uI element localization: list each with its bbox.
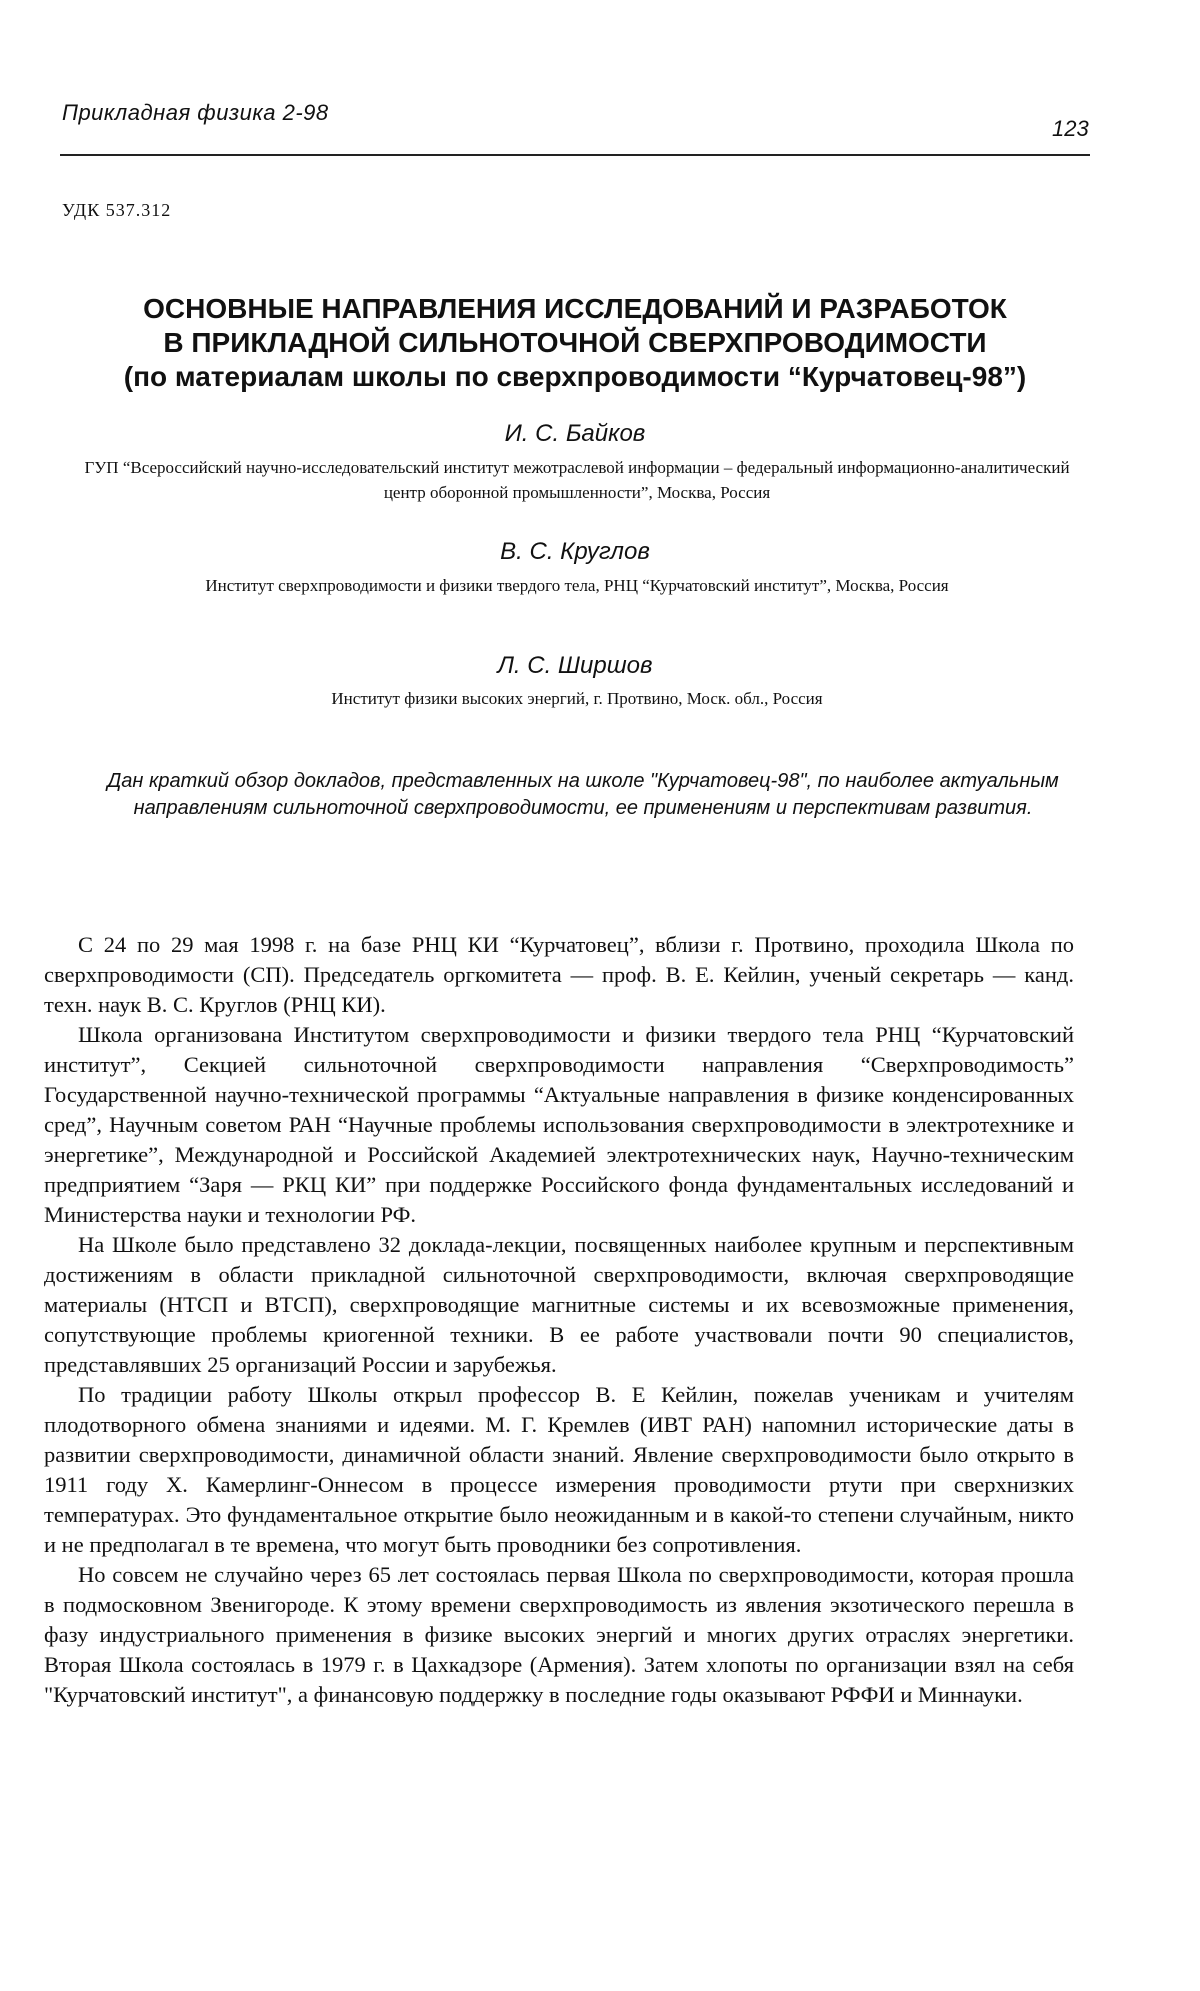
- article-title-line-3: (по материалам школы по сверхпроводимости “Курчатовец-98”): [123, 361, 1027, 392]
- header-rule: [60, 154, 1090, 156]
- running-head: Прикладная физика 2-98: [62, 100, 329, 125]
- author-name: Л. С. Ширшов: [497, 652, 653, 679]
- body-paragraph: На Школе было представлено 32 доклада-лекции, посвященных наиболее крупным и перспективным достижениям в области прикладной сильноточной сверхпроводимости, включая сверхпроводящие материалы (НТСП и ВТСП), сверхпроводящие магнитные системы и их всевозможные применения, сопутствующие проблемы криогенной техники. В ее работе участвовали почти 90 специалистов, представлявших 25 организаций России и зарубежья.: [44, 1232, 1074, 1377]
- body-paragraph: Школа организована Институтом сверхпроводимости и физики твердого тела РНЦ “Курчатовский институт”, Секцией сильноточной сверхпроводимости направления “Сверхпроводимость” Государственной научно-технической программы “Актуальные направления в физике конденсированных сред”, Научным советом РАН “Научные проблемы использования сверхпроводимости в электротехнике и энергетике”, Международной и Российской Академией электротехнических наук, Научно-техническим предприятием “Заря — РКЦ КИ” при поддержке Российского фонда фундаментальных исследований и Министерства науки и технологии РФ.: [44, 1022, 1074, 1227]
- body-paragraph: С 24 по 29 мая 1998 г. на базе РНЦ КИ “Курчатовец”, вблизи г. Протвино, проходила Школа по сверхпроводимости (СП). Председатель оргкомитета — проф. В. Е. Кейлин, ученый секретарь — канд. техн. наук В. С. Круглов (РНЦ КИ).: [44, 932, 1074, 1017]
- article-title-line-1: ОСНОВНЫЕ НАПРАВЛЕНИЯ ИССЛЕДОВАНИЙ И РАЗРАБОТОК: [143, 293, 1007, 324]
- abstract: Дан краткий обзор докладов, представленных на школе "Курчатовец-98", по наиболее актуальным направлениям сильноточной сверхпроводимости, ее применениям и перспективам развития.: [107, 770, 1059, 819]
- article-title-line-2: В ПРИКЛАДНОЙ СИЛЬНОТОЧНОЙ СВЕРХПРОВОДИМОСТИ: [163, 327, 987, 358]
- page-number: 123: [1052, 116, 1089, 141]
- body-paragraph: Но совсем не случайно через 65 лет состоялась первая Школа по сверхпроводимости, которая прошла в подмосковном Звенигороде. К этому времени сверхпроводимость из явления экзотического перешла в фазу индустриального применения в физике высоких энергий и многих других отраслях энергетики. Вторая Школа состоялась в 1979 г. в Цахкадзоре (Армения). Затем хлопоты по организации взял на себя "Курчатовский институт", а финансовую поддержку в последние годы оказывают РФФИ и Миннауки.: [44, 1562, 1074, 1707]
- author-name: И. С. Байков: [504, 420, 646, 447]
- body-paragraph: По традиции работу Школы открыл профессор В. Е Кейлин, пожелав ученикам и учителям плодотворного обмена знаниями и идеями. М. Г. Кремлев (ИВТ РАН) напомнил исторические даты в развитии сверхпроводимости, динамичной области знаний. Явление сверхпроводимости было открыто в 1911 году Х. Камерлинг-Оннесом в процессе измерения проводимости ртути при сверхнизких температурах. Это фундаментальное открытие было неожиданным и в какой-то степени случайным, никто и не предполагал в те времена, что могут быть проводники без сопротивления.: [44, 1382, 1074, 1557]
- article-body: [44, 930, 1074, 1710]
- author-affiliation: Институт физики высоких энергий, г. Протвино, Моск. обл., Россия: [331, 689, 823, 708]
- author-affiliation: ГУП “Всероссийский научно-исследовательский институт межотраслевой информации – федеральный информационно-аналитический центр оборонной промышленности”, Москва, Россия: [84, 458, 1070, 502]
- author-name: В. С. Круглов: [500, 538, 650, 565]
- author-affiliation: Институт сверхпроводимости и физики твердого тела, РНЦ “Курчатовский институт”, Москва, Россия: [205, 576, 949, 595]
- udk-code: УДК 537.312: [62, 200, 172, 220]
